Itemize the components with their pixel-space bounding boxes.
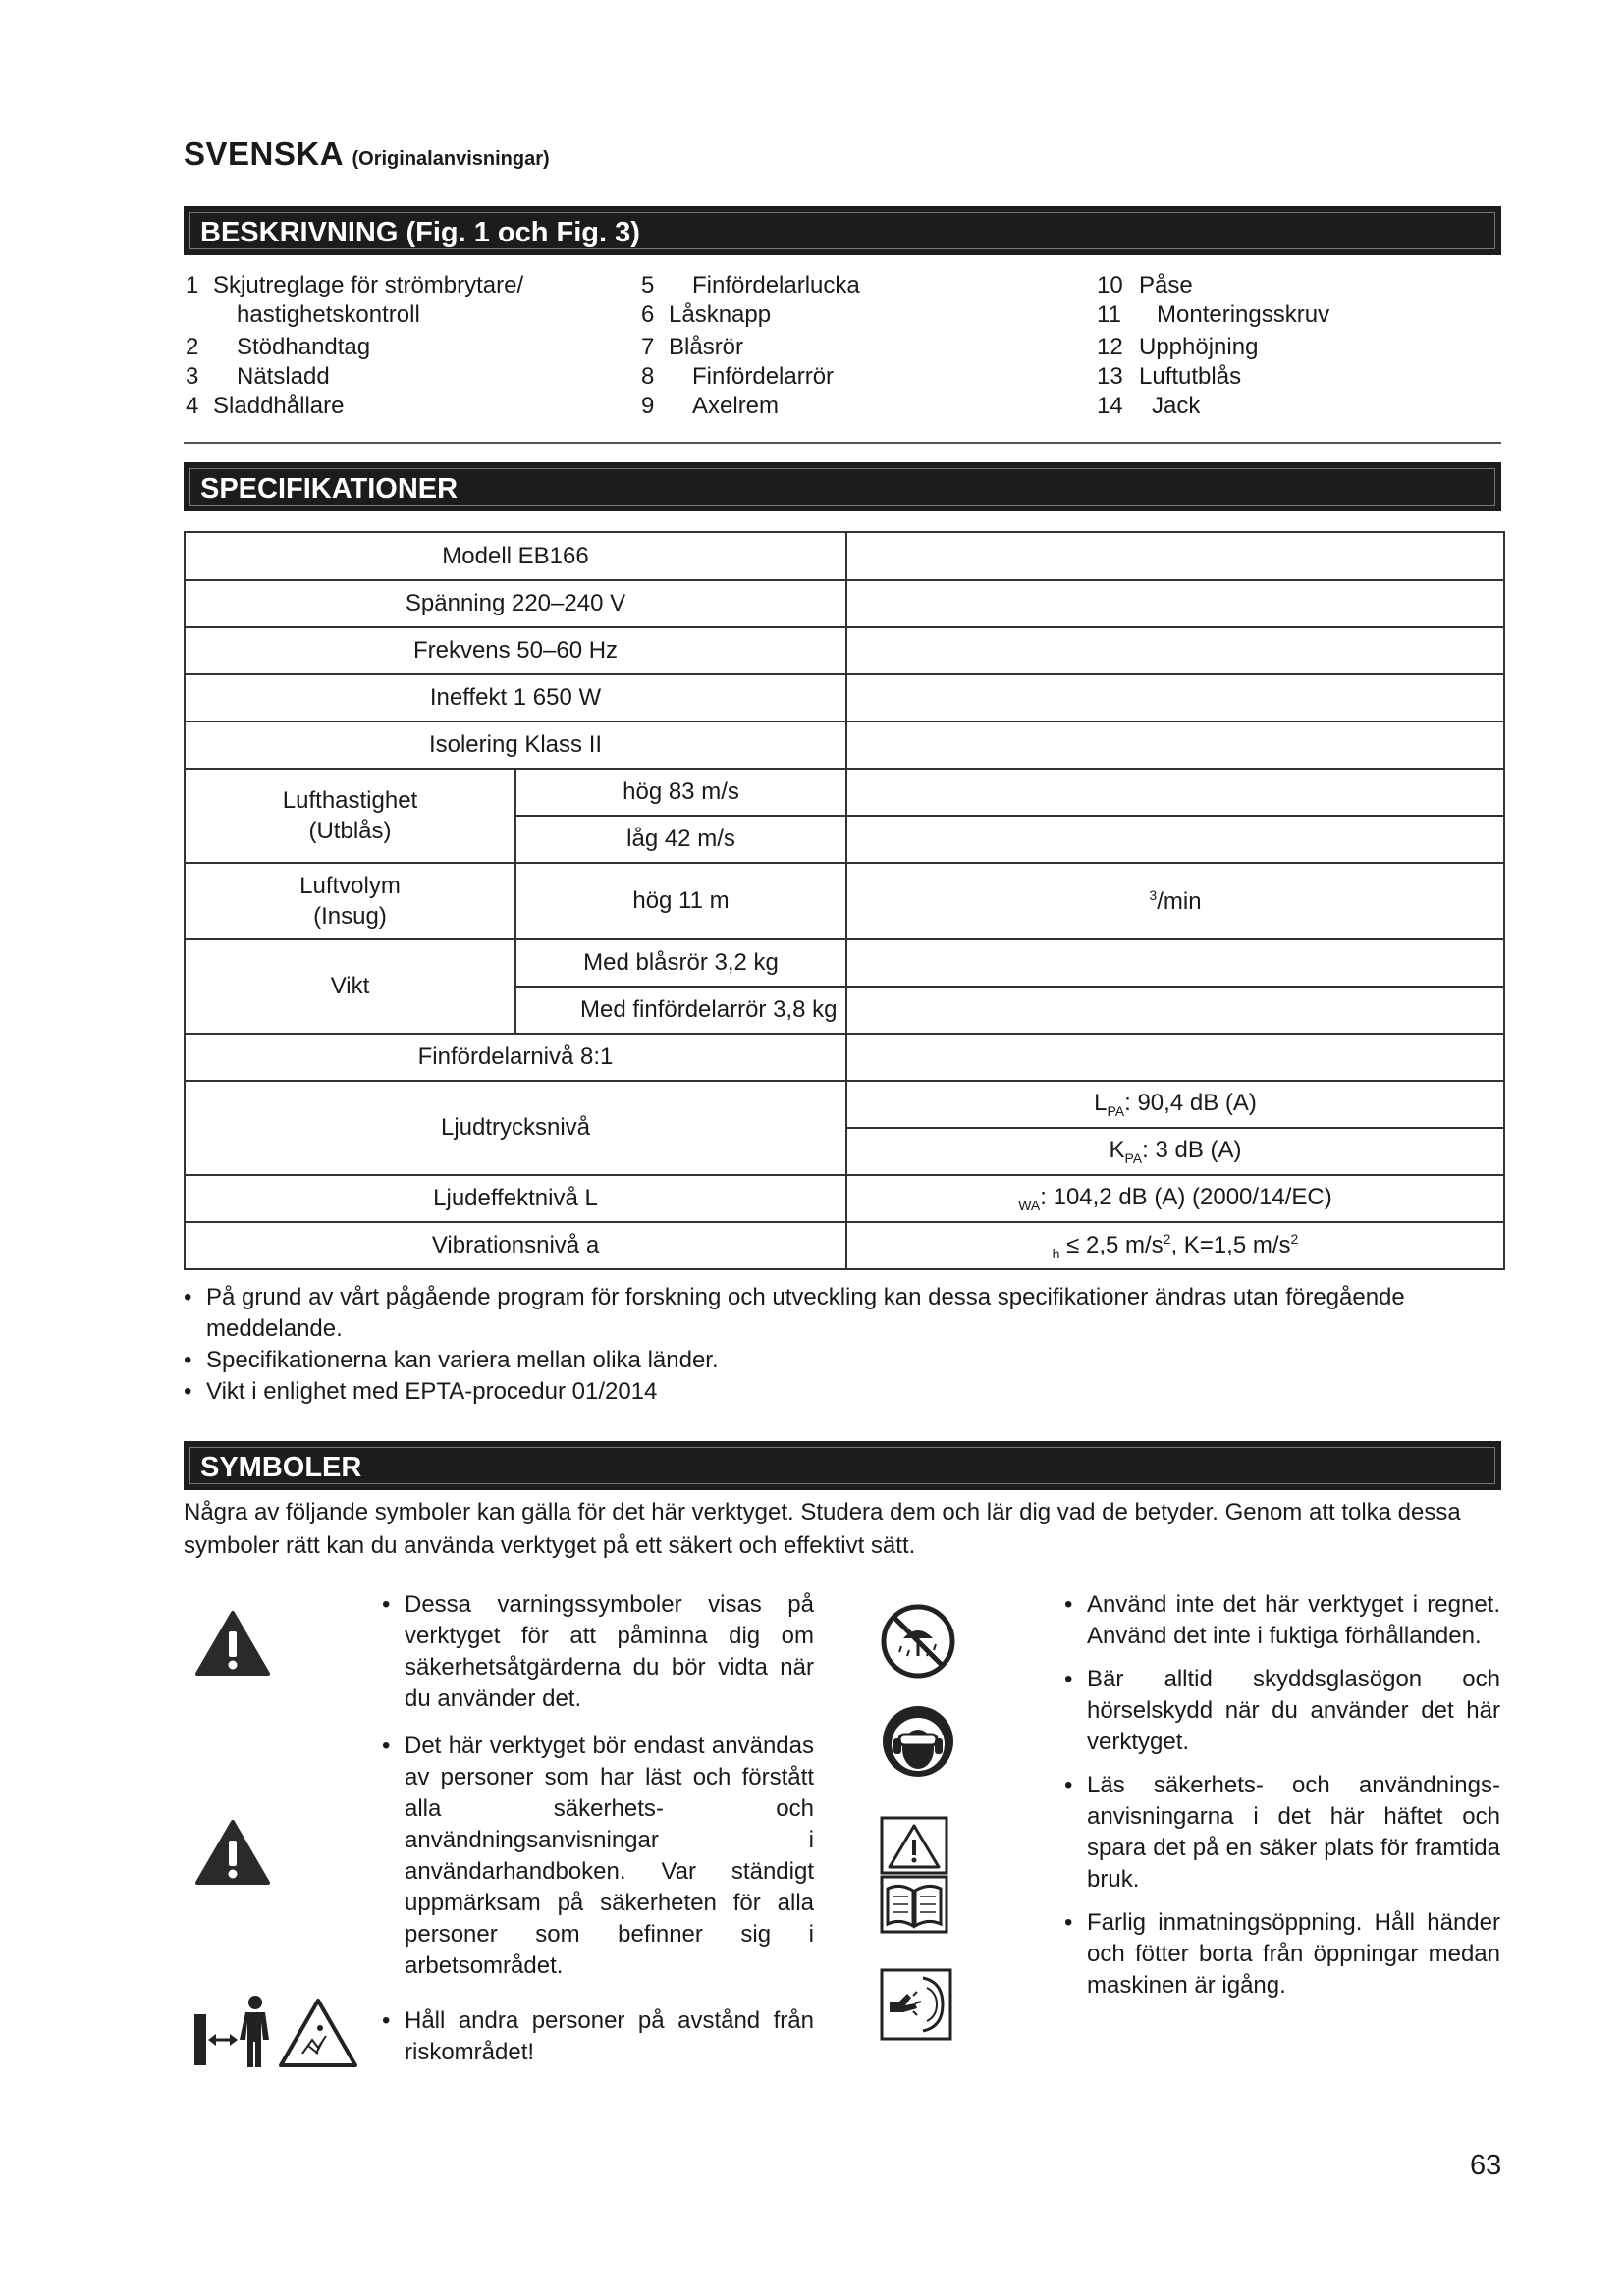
spec-row bbox=[185, 1175, 1504, 1222]
specs-section-bar bbox=[184, 462, 1501, 511]
desc-text-continued: hastighetskontroll bbox=[237, 301, 420, 328]
vibration-subscript: h bbox=[1052, 1245, 1060, 1261]
desc-text: Påse bbox=[1139, 272, 1193, 298]
desc-item bbox=[1097, 362, 1242, 392]
desc-text: Stödhandtag bbox=[237, 334, 371, 360]
spec-model: Modell EB166 bbox=[185, 532, 846, 580]
vibration-superscript: 2 bbox=[1163, 1230, 1171, 1247]
desc-num: 13 bbox=[1097, 363, 1123, 390]
section-divider bbox=[184, 442, 1501, 444]
inlet-danger-icon bbox=[880, 1968, 952, 2041]
specifications-table bbox=[184, 531, 1505, 1270]
specs-title: SPECIFIKATIONER bbox=[200, 473, 459, 505]
language-heading bbox=[184, 135, 550, 173]
spec-mulch-ratio: Finfördelarnivå 8:1 bbox=[185, 1034, 846, 1081]
desc-text: Blåsrör bbox=[669, 334, 744, 360]
desc-num: 8 bbox=[641, 363, 655, 390]
spec-air-speed-low: låg 42 m/s bbox=[515, 816, 846, 863]
page-number: 63 bbox=[1470, 2150, 1502, 2181]
desc-item bbox=[1097, 392, 1201, 421]
vibration-k-superscript: 2 bbox=[1290, 1230, 1299, 1247]
spec-lpa bbox=[846, 1081, 1504, 1128]
description-title: BESKRIVNING (Fig. 1 och Fig. 3) bbox=[200, 217, 640, 248]
language-subtitle: (Originalanvisningar) bbox=[352, 148, 550, 170]
read-manual-icon bbox=[880, 1816, 948, 1934]
spec-value-empty bbox=[846, 769, 1504, 816]
lpa-subscript: PA bbox=[1107, 1102, 1125, 1119]
spec-row bbox=[185, 1222, 1504, 1269]
spec-air-volume-label bbox=[185, 863, 515, 939]
symbol-description: • Använd inte det här verktyget i regnet. Använd det inte i fuktiga förhållanden. bbox=[1064, 1589, 1500, 1652]
air-speed-label: Lufthastighet bbox=[282, 787, 418, 814]
desc-text: Jack bbox=[1152, 393, 1201, 419]
spec-row bbox=[185, 721, 1504, 769]
spec-sound-power-label: Ljudeffektnivå L bbox=[185, 1175, 846, 1222]
spec-row bbox=[185, 532, 1504, 580]
spec-value-empty bbox=[846, 939, 1504, 987]
air-volume-label: Luftvolym bbox=[299, 873, 401, 899]
spec-value-empty bbox=[846, 627, 1504, 674]
vibration-value: ≤ 2,5 m/s bbox=[1066, 1231, 1164, 1258]
language-label: SVENSKA bbox=[184, 135, 343, 172]
desc-text: Upphöjning bbox=[1139, 334, 1259, 360]
spec-vibration bbox=[846, 1222, 1504, 1269]
spec-value-empty bbox=[846, 1034, 1504, 1081]
desc-num: 4 bbox=[186, 393, 199, 419]
spec-value-empty bbox=[846, 987, 1504, 1034]
spec-value-empty bbox=[846, 721, 1504, 769]
kpa-value: : 3 dB (A) bbox=[1142, 1137, 1242, 1164]
lpa-symbol: L bbox=[1094, 1090, 1108, 1117]
keep-distance-icon bbox=[192, 1993, 359, 2071]
desc-item bbox=[641, 333, 744, 362]
no-rain-icon bbox=[880, 1603, 956, 1680]
desc-num: 11 bbox=[1097, 301, 1121, 328]
desc-text: Monteringsskruv bbox=[1157, 301, 1330, 328]
spec-vibration-label: Vibrationsnivå a bbox=[185, 1222, 846, 1269]
spec-air-speed-label bbox=[185, 769, 515, 863]
spec-sound-power bbox=[846, 1175, 1504, 1222]
symbols-intro: Några av följande symboler kan gälla för det här verktyget. Studera dem och lär dig vad de betyder. Genom att tolka dessa symboler rätt kan du använda verktyget på ett säkert och effektivt sätt. bbox=[184, 1499, 1461, 1559]
spec-air-volume-high: hög 11 m bbox=[515, 863, 846, 939]
desc-text: Skjutreglage för strömbrytare/ bbox=[213, 272, 524, 298]
desc-num: 2 bbox=[186, 334, 199, 360]
desc-num: 6 bbox=[641, 301, 655, 328]
warning-triangle-icon bbox=[194, 1819, 271, 1886]
warning-triangle-icon bbox=[194, 1610, 271, 1677]
spec-value-empty bbox=[846, 674, 1504, 721]
symbol-description: • Det här verktyget bör endast användas av personer som har läst och förstått alla säkerhets- och användningsanvisningar i användarhandboken. Var ständigt uppmärksam på säkerheten för alla personer som befinner sig i arbetsområdet. bbox=[382, 1731, 814, 1982]
vibration-k-value: , K=1,5 m/s bbox=[1170, 1231, 1291, 1258]
desc-item bbox=[1097, 300, 1330, 330]
spec-row bbox=[185, 627, 1504, 674]
spec-kpa bbox=[846, 1128, 1504, 1175]
lwa-subscript: WA bbox=[1018, 1197, 1041, 1213]
kpa-symbol: K bbox=[1109, 1137, 1125, 1164]
desc-num: 10 bbox=[1097, 272, 1123, 298]
spec-value-empty bbox=[846, 580, 1504, 627]
air-volume-sub: (Insug) bbox=[313, 903, 387, 930]
desc-text: Finfördelarlucka bbox=[692, 272, 860, 298]
symbols-left-list bbox=[382, 1589, 814, 2080]
desc-item bbox=[186, 271, 523, 300]
spec-row bbox=[185, 1034, 1504, 1081]
desc-item bbox=[186, 362, 330, 392]
spec-note: • På grund av vårt pågående program för forskning och utveckling kan dessa specifikationer ändras utan föregående meddelande. bbox=[184, 1282, 1509, 1345]
spec-weight-label: Vikt bbox=[185, 939, 515, 1034]
desc-item bbox=[641, 362, 835, 392]
symbol-description: • Håll andra personer på avstånd från riskområdet! bbox=[382, 2005, 814, 2068]
lwa-value: : 104,2 dB (A) (2000/14/EC) bbox=[1040, 1184, 1332, 1211]
spec-value-empty bbox=[846, 816, 1504, 863]
symbols-title: SYMBOLER bbox=[200, 1452, 362, 1483]
symbols-section-bar bbox=[184, 1441, 1501, 1490]
desc-item bbox=[186, 333, 371, 362]
spec-power: Ineffekt 1 650 W bbox=[185, 674, 846, 721]
spec-row bbox=[185, 674, 1504, 721]
desc-num: 14 bbox=[1097, 393, 1123, 419]
description-section-bar bbox=[184, 206, 1501, 255]
symbol-description: • Dessa varningssymboler visas på verktyget för att påminna dig om säkerhetsåtgärderna du bör vidta när du använder det. bbox=[382, 1589, 814, 1715]
desc-num: 12 bbox=[1097, 334, 1123, 360]
desc-num: 5 bbox=[641, 272, 655, 298]
desc-item bbox=[186, 392, 344, 421]
desc-text: Finfördelarrör bbox=[692, 363, 835, 390]
spec-row bbox=[185, 1081, 1504, 1128]
desc-num: 3 bbox=[186, 363, 199, 390]
spec-frequency: Frekvens 50–60 Hz bbox=[185, 627, 846, 674]
desc-text: Låsknapp bbox=[669, 301, 772, 328]
eye-ear-protection-icon bbox=[880, 1703, 956, 1780]
spec-weight-mulcher: Med finfördelarrör 3,8 kg bbox=[515, 987, 846, 1034]
lpa-value: : 90,4 dB (A) bbox=[1124, 1090, 1257, 1117]
symbol-description: • Bär alltid skyddsglasögon och hörselskydd när du använder det här verktyget. bbox=[1064, 1664, 1500, 1758]
desc-text: Luftutblås bbox=[1139, 363, 1242, 390]
spec-value-empty bbox=[846, 532, 1504, 580]
spec-notes bbox=[184, 1282, 1509, 1408]
unit-text: /min bbox=[1157, 887, 1202, 915]
spec-weight-blower: Med blåsrör 3,2 kg bbox=[515, 939, 846, 987]
symbols-right-list bbox=[1064, 1589, 1500, 2013]
desc-text: Nätsladd bbox=[237, 363, 330, 390]
spec-air-speed-high: hög 83 m/s bbox=[515, 769, 846, 816]
spec-note: • Vikt i enlighet med EPTA-procedur 01/2014 bbox=[184, 1376, 1509, 1408]
desc-num: 9 bbox=[641, 393, 655, 419]
spec-row bbox=[185, 939, 1504, 987]
desc-text: Sladdhållare bbox=[213, 393, 345, 419]
spec-air-volume-unit bbox=[846, 863, 1504, 939]
spec-insulation: Isolering Klass II bbox=[185, 721, 846, 769]
desc-item bbox=[641, 300, 772, 330]
desc-item bbox=[1097, 271, 1193, 300]
spec-voltage: Spänning 220–240 V bbox=[185, 580, 846, 627]
desc-item bbox=[641, 271, 860, 300]
unit-superscript: 3 bbox=[1149, 886, 1158, 903]
spec-sound-pressure-label: Ljudtrycksnivå bbox=[185, 1081, 846, 1175]
desc-item bbox=[1097, 333, 1259, 362]
air-speed-sub: (Utblås) bbox=[308, 818, 392, 844]
symbol-description: • Läs säkerhets- och användnings-anvisningarna i det här häftet och spara det på en säker plats för framtida bruk. bbox=[1064, 1770, 1500, 1896]
spec-note: • Specifikationerna kan variera mellan olika länder. bbox=[184, 1345, 1509, 1376]
spec-row bbox=[185, 769, 1504, 816]
spec-row bbox=[185, 580, 1504, 627]
symbol-description: • Farlig inmatningsöppning. Håll händer och fötter borta från öppningar medan maskinen är igång. bbox=[1064, 1907, 1500, 2002]
desc-num: 1 bbox=[186, 272, 199, 298]
spec-row bbox=[185, 863, 1504, 939]
desc-num: 7 bbox=[641, 334, 655, 360]
desc-item bbox=[641, 392, 780, 421]
kpa-subscript: PA bbox=[1124, 1149, 1143, 1166]
desc-text: Axelrem bbox=[692, 393, 780, 419]
